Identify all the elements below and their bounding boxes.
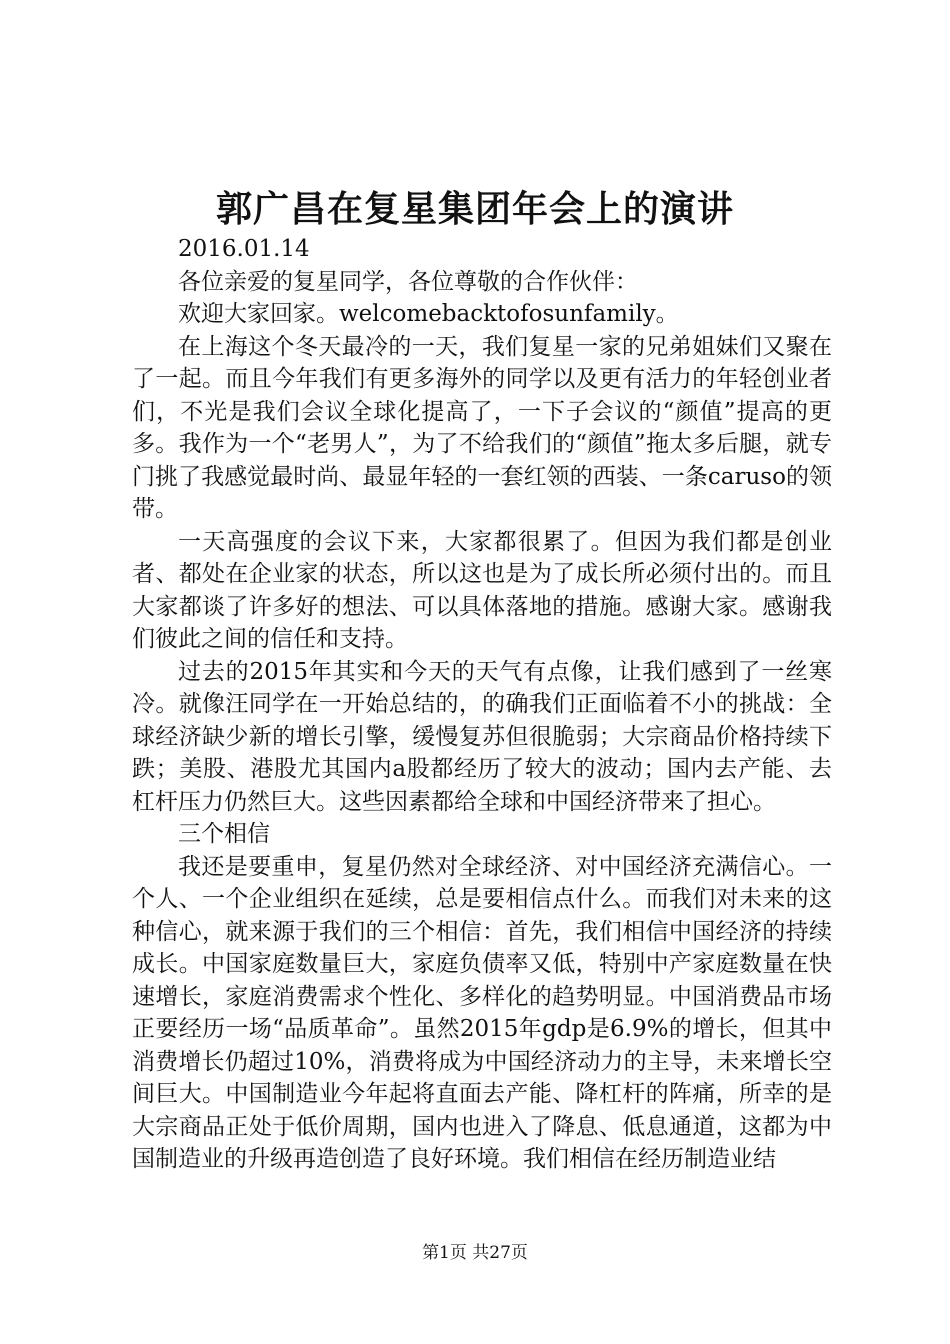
speech-date: 2016.01.14 — [178, 236, 310, 262]
page-number: 第1页 共27页 — [422, 1243, 528, 1263]
paragraph-welcome: 欢迎大家回家。welcomebacktofosunfamily。 — [178, 301, 679, 327]
document-body — [132, 233, 832, 1176]
page-title: 郭广昌在复星集团年会上的演讲 — [215, 188, 734, 230]
paragraph-greeting: 各位亲爱的复星同学，各位尊敬的合作伙伴： — [178, 268, 638, 295]
paragraph-confidence: 我还是要重申，复星仍然对全球经济、对中国经济充满信心。一个人、一个企业组织在延续，总是要相信点什么。而我们对未来的这种信心，就来源于我们的三个相信：首先，我们相信中国经济的持续成长。中国家庭数量巨大，家庭负债率又低，特别中产家庭数量在快速增长，家庭消费需求个性化、多样化的趋势明显。中国消费品市场正要经历一场“品质革命”。虽然2015年gdp是6.9%的增长，但其中消费增长仍超过10%，消费将成为中国经济动力的主导，未来增长空间巨大。中国制造业今年起将直面去产能、降杠杆的阵痛，所幸的是大宗商品正处于低价周期，国内也进入了降息、低息通道，这都为中国制造业的升级再造创造了良好环境。我们相信在经历制造业结 — [132, 853, 832, 1172]
paragraph-2015: 过去的2015年其实和今天的天气有点像，让我们感到了一丝寒冷。就像汪同学在一开始总结的，的确我们正面临着不小的挑战：全球经济缺少新的增长引擎，缓慢复苏但很脆弱；大宗商品价格持续下跌；美股、港股尤其国内a股都经历了较大的波动；国内去产能、去杠杆压力仍然巨大。这些因素都给全球和中国经济带来了担心。 — [132, 658, 832, 815]
paragraph-shanghai: 在上海这个冬天最冷的一天，我们复星一家的兄弟姐妹们又聚在了一起。而且今年我们有更多海外的同学以及更有活力的年轻创业者们，不光是我们会议全球化提高了，一下子会议的“颜值”提高的更多。我作为一个“老男人”，为了不给我们的“颜值”拖太多后腿，就专门挑了我感觉最时尚、最显年轻的一套红领的西装、一条caruso的领带。 — [132, 333, 832, 522]
section-heading-three-beliefs: 三个相信 — [178, 821, 270, 847]
paragraph-meeting: 一天高强度的会议下来，大家都很累了。但因为我们都是创业者、都处在企业家的状态，所以这也是为了成长所必须付出的。而且大家都谈了许多好的想法、可以具体落地的措施。感谢大家。感谢我们彼此之间的信任和支持。 — [132, 528, 832, 652]
